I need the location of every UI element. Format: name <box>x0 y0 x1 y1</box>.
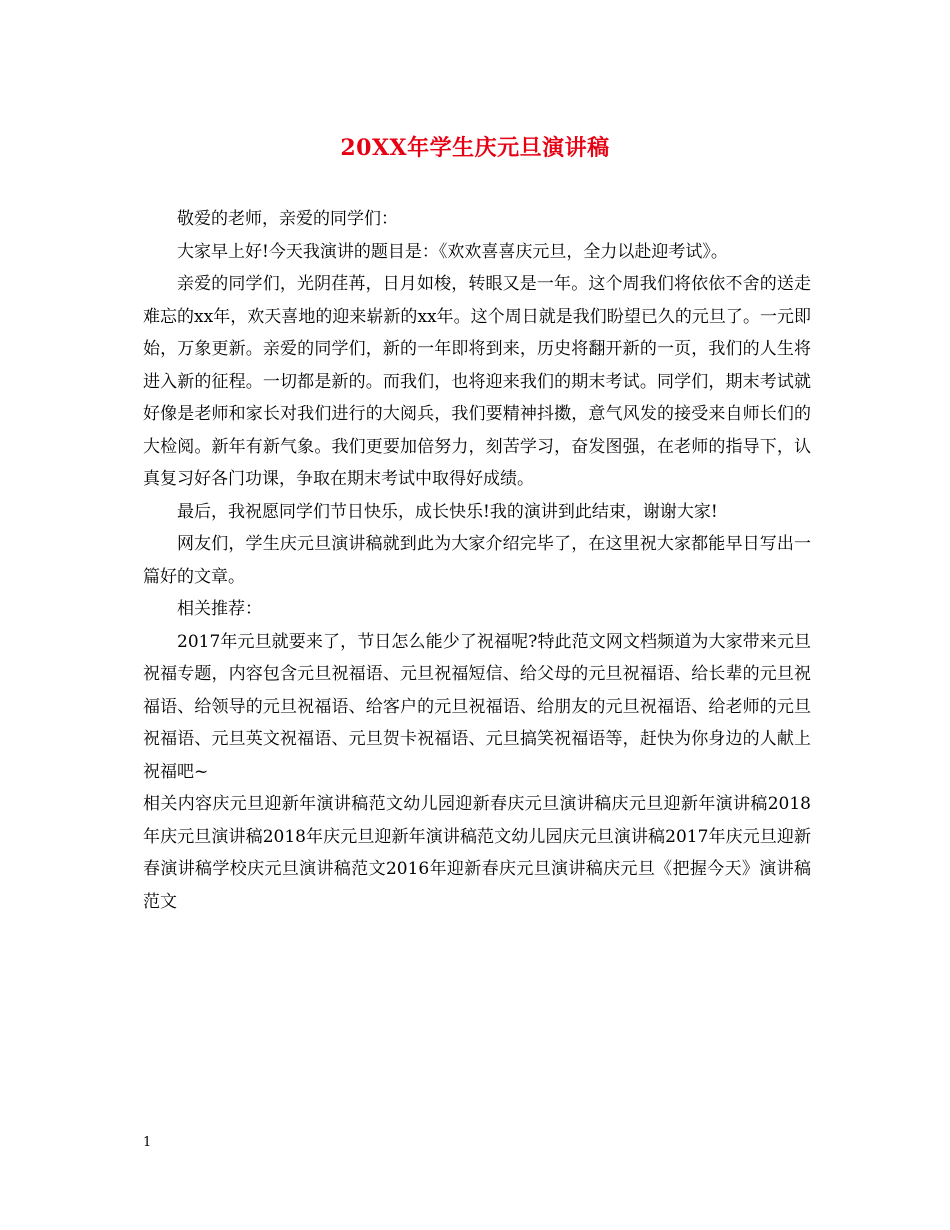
salutation-paragraph: 敬爱的老师，亲爱的同学们： <box>177 209 398 229</box>
document-body <box>143 203 811 918</box>
document-title: 20XX年学生庆元旦演讲稿 <box>340 135 610 161</box>
main-speech-paragraph: 亲爱的同学们，光阴荏苒，日月如梭，转眼又是一年。这个周我们将依依不舍的送走难忘的xx年，欢天喜地的迎来崭新的xx年。这个周日就是我们盼望已久的元旦了。一元即始，万象更新。亲爱的同学们，新的一年即将到来，历史将翻开新的一页，我们的人生将进入新的征程。一切都是新的。而我们，也将迎来我们的期末考试。同学们，期末考试就好像是老师和家长对我们进行的大阅兵，我们要精神抖擞，意气风发的接受来自师长们的大检阅。新年有新气象。我们更要加倍努力，刻苦学习，奋发图强，在老师的指导下，认真复习好各门功课，争取在期末考试中取得好成绩。 <box>143 274 811 489</box>
recommendation-paragraph: 2017年元旦就要来了，节日怎么能少了祝福呢?特此范文网文档频道为大家带来元旦祝福专题，内容包含元旦祝福语、元旦祝福短信、给父母的元旦祝福语、给长辈的元旦祝福语、给领导的元旦祝福语、给客户的元旦祝福语、给朋友的元旦祝福语、给老师的元旦祝福语、元旦英文祝福语、元旦贺卡祝福语、元旦搞笑祝福语等，赶快为你身边的人献上祝福吧~ <box>143 631 811 782</box>
page-number: 1 <box>143 1135 152 1150</box>
editor-note-paragraph: 网友们，学生庆元旦演讲稿就到此为大家介绍完毕了，在这里祝大家都能早日写出一篇好的文章。 <box>143 534 811 587</box>
greeting-paragraph: 大家早上好!今天我演讲的题目是：《欢欢喜喜庆元旦，全力以赴迎考试》。 <box>177 241 728 262</box>
related-recommendation-heading: 相关推荐： <box>177 599 262 619</box>
closing-paragraph: 最后，我祝愿同学们节日快乐，成长快乐!我的演讲到此结束，谢谢大家! <box>177 501 718 522</box>
related-content-paragraph: 相关内容庆元旦迎新年演讲稿范文幼儿园迎新春庆元旦演讲稿庆元旦迎新年演讲稿2018年庆元旦演讲稿2018年庆元旦迎新年演讲稿范文幼儿园庆元旦演讲稿2017年庆元旦迎新春演讲稿学校庆元旦演讲稿范文2016年迎新春庆元旦演讲稿庆元旦《把握今天》演讲稿范文 <box>143 794 811 912</box>
